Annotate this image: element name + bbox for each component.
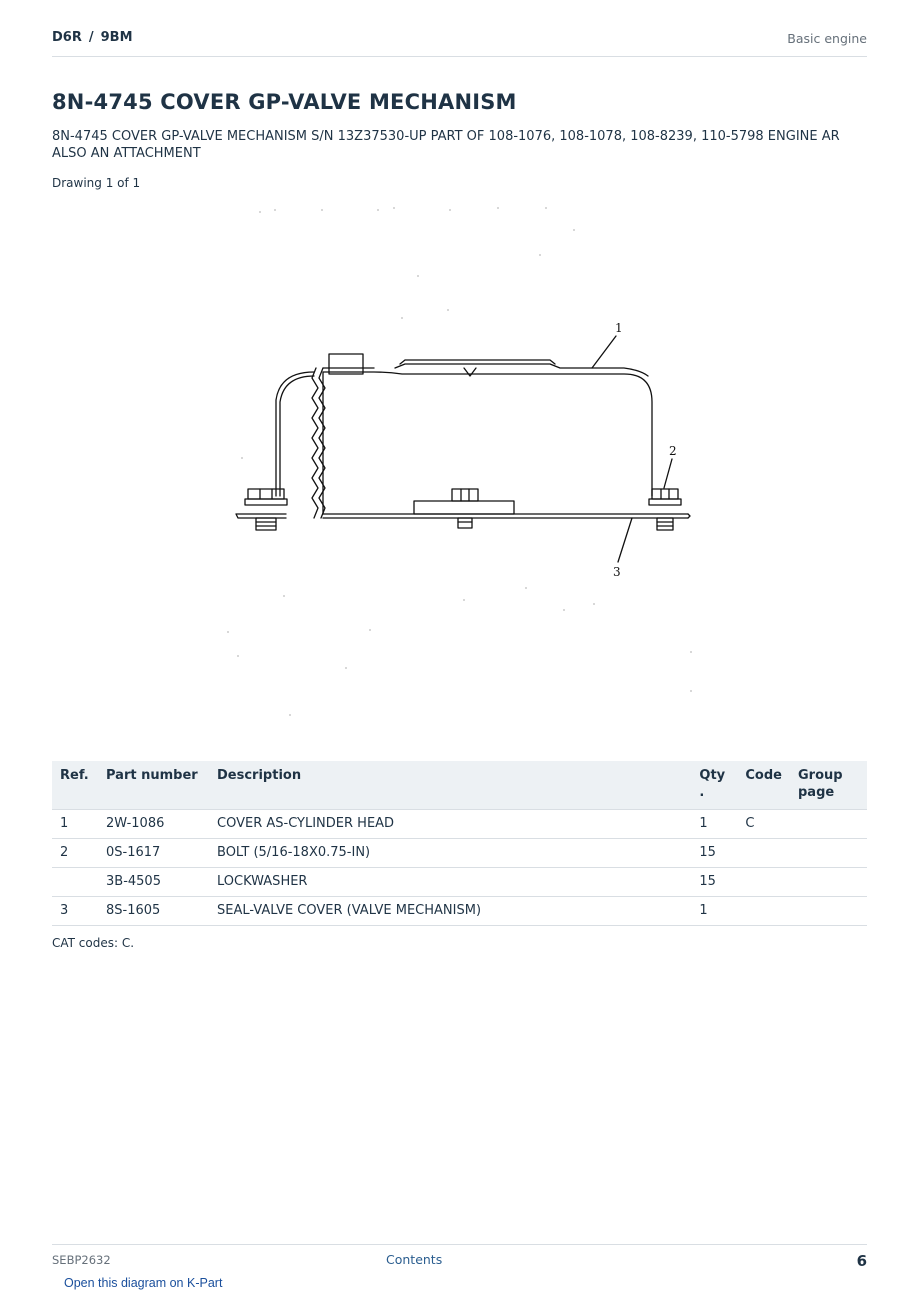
break-line-right <box>319 368 325 518</box>
cover-left-section <box>276 372 314 496</box>
breadcrumb-model: D6R <box>52 30 82 45</box>
cell-ref <box>52 868 98 897</box>
leader-line-2 <box>664 459 672 488</box>
table-row <box>52 839 867 868</box>
cell-ref: 1 <box>52 810 98 839</box>
cell-code <box>737 868 790 897</box>
leader-line-1 <box>592 336 616 368</box>
table-row <box>52 868 867 897</box>
cell-group-page <box>790 897 867 926</box>
parts-table <box>52 761 867 926</box>
cell-part-number: 8S-1605 <box>98 897 209 926</box>
page-subtitle: 8N-4745 COVER GP-VALVE MECHANISM S/N 13Z37530-UP PART OF 108-1076, 108-1078, 108-8239, 110-5798 ENGINE AR ALSO AN ATTACHMENT <box>52 129 840 161</box>
cell-ref: 3 <box>52 897 98 926</box>
table-row <box>52 810 867 839</box>
breather-block <box>329 354 363 374</box>
drawing-count: Drawing 1 of 1 <box>52 176 141 190</box>
leader-line-3 <box>618 518 632 562</box>
breadcrumb-serial-prefix: 9BM <box>100 30 133 45</box>
scan-noise <box>227 207 691 715</box>
cell-part-number: 3B-4505 <box>98 868 209 897</box>
bolt-center <box>452 489 478 528</box>
cell-description: COVER AS-CYLINDER HEAD <box>209 810 691 839</box>
contents-link[interactable]: Contents <box>386 1252 443 1267</box>
break-line-left <box>312 368 318 518</box>
parts-diagram <box>220 200 700 730</box>
col-header-qty: Qty . <box>691 761 737 810</box>
col-header-description: Description <box>209 761 691 810</box>
cell-qty: 15 <box>691 868 737 897</box>
cover-body <box>323 360 652 514</box>
col-header-part-number: Part number <box>98 761 209 810</box>
cat-codes-note: CAT codes: C. <box>52 936 135 950</box>
cell-code: C <box>737 810 790 839</box>
col-header-group-page: Group page <box>790 761 867 810</box>
cell-group-page <box>790 810 867 839</box>
cell-part-number: 2W-1086 <box>98 810 209 839</box>
cell-description: SEAL-VALVE COVER (VALVE MECHANISM) <box>209 897 691 926</box>
cell-description: BOLT (5/16-18X0.75-IN) <box>209 839 691 868</box>
bolt-left <box>245 489 287 530</box>
section-name: Basic engine <box>787 31 867 46</box>
table-row <box>52 897 867 926</box>
page-header <box>52 28 867 57</box>
bolt-right <box>649 489 681 530</box>
footer-divider <box>52 1244 867 1245</box>
cell-part-number: 0S-1617 <box>98 839 209 868</box>
cell-group-page <box>790 839 867 868</box>
open-kpart-link[interactable]: Open this diagram on K-Part <box>64 1276 223 1290</box>
cell-group-page <box>790 868 867 897</box>
cell-ref: 2 <box>52 839 98 868</box>
cell-code <box>737 839 790 868</box>
col-header-code: Code <box>737 761 790 810</box>
page-title: 8N-4745 COVER GP-VALVE MECHANISM <box>52 90 517 114</box>
col-header-ref: Ref. <box>52 761 98 810</box>
breadcrumb-separator: / <box>88 30 94 45</box>
table-header-row <box>52 761 867 810</box>
cell-qty: 1 <box>691 897 737 926</box>
callout-1: 1 <box>615 321 623 335</box>
breadcrumb <box>52 30 133 45</box>
callout-3: 3 <box>613 565 621 579</box>
cell-code <box>737 897 790 926</box>
page-number: 6 <box>856 1252 867 1270</box>
document-id: SEBP2632 <box>52 1253 111 1267</box>
cell-qty: 15 <box>691 839 737 868</box>
cell-qty: 1 <box>691 810 737 839</box>
callout-2: 2 <box>669 444 677 458</box>
center-plate <box>414 501 514 514</box>
cell-description: LOCKWASHER <box>209 868 691 897</box>
